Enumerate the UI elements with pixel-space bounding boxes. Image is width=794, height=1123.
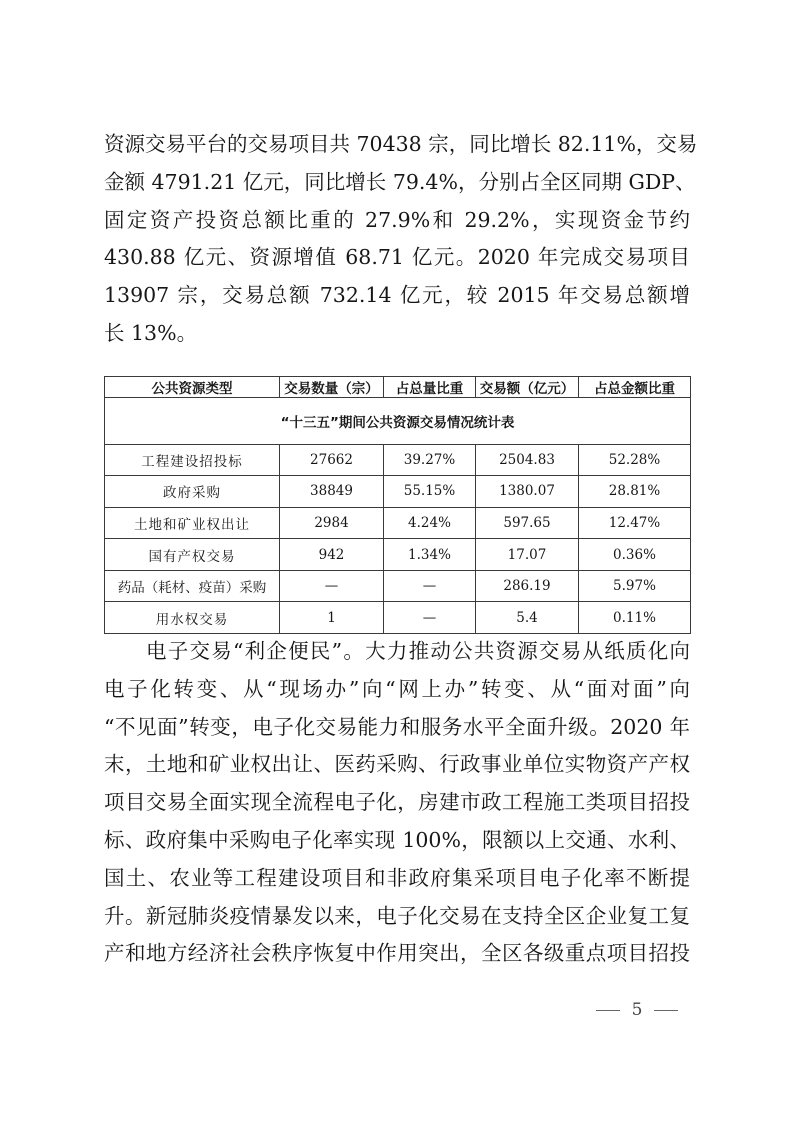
table-row bbox=[105, 476, 691, 508]
table-row bbox=[105, 570, 691, 602]
cell-type: 用水权交易 bbox=[105, 602, 280, 634]
text-line: 金额 4791.21 亿元，同比增长 79.4%，分别占全区同期 GDP、 bbox=[104, 169, 696, 194]
cell-amount: 286.19 bbox=[476, 570, 579, 602]
table-row bbox=[105, 602, 691, 634]
page-dash-right bbox=[654, 1010, 678, 1011]
cell-amount-share: 28.81% bbox=[579, 476, 691, 508]
cell-count-share: — bbox=[384, 602, 476, 634]
cell-type: 国有产权交易 bbox=[105, 539, 280, 571]
cell-count-share: 4.24% bbox=[384, 507, 476, 539]
text-line: 国土、农业等工程建设项目和非政府集采项目电子化率不断提 bbox=[104, 865, 690, 890]
text-line: 资源交易平台的交易项目共 70438 宗，同比增长 82.11%，交易 bbox=[104, 132, 698, 156]
cell-count: 942 bbox=[280, 539, 384, 571]
statistics-table bbox=[104, 376, 691, 634]
text-line: 电子化转变、从“现场办”向“网上办”转变、从“面对面”向 bbox=[104, 676, 690, 701]
cell-amount: 597.65 bbox=[476, 507, 579, 539]
table-row bbox=[105, 444, 691, 476]
cell-amount-share: 0.11% bbox=[579, 602, 691, 634]
table-row bbox=[105, 539, 691, 571]
cell-count: 38849 bbox=[280, 476, 384, 508]
cell-amount-share: 12.47% bbox=[579, 507, 691, 539]
cell-amount: 2504.83 bbox=[476, 444, 579, 476]
cell-amount: 1380.07 bbox=[476, 476, 579, 508]
text-line: 13907 宗，交易总额 732.14 亿元，较 2015 年交易总额增 bbox=[104, 283, 690, 308]
text-line: 标、政府集中采购电子化率实现 100%，限额以上交通、水利、 bbox=[104, 827, 690, 852]
cell-count: — bbox=[280, 570, 384, 602]
page-number: 5 bbox=[631, 1000, 643, 1020]
text-line: 项目交易全面实现全流程电子化，房建市政工程施工类项目招投 bbox=[104, 790, 690, 815]
text-line: 固定资产投资总额比重的 27.9%和 29.2%，实现资金节约 bbox=[104, 207, 690, 232]
cell-amount-share: 52.28% bbox=[579, 444, 691, 476]
cell-count: 1 bbox=[280, 602, 384, 634]
text-line: 430.88 亿元、资源增值 68.71 亿元。2020 年完成交易项目 bbox=[104, 245, 690, 270]
text-line: 末，土地和矿业权出让、医药采购、行政事业单位实物资产产权 bbox=[104, 752, 690, 777]
table-header-count-share: 占总量比重 bbox=[384, 377, 476, 398]
table-title: “十三五”期间公共资源交易情况统计表 bbox=[105, 398, 691, 445]
table-header-type: 公共资源类型 bbox=[105, 377, 280, 398]
cell-amount: 17.07 bbox=[476, 539, 579, 571]
text-line: 长 13%。 bbox=[104, 320, 198, 345]
page-number-footer bbox=[596, 1000, 678, 1020]
table-header-amount-share: 占总金额比重 bbox=[579, 377, 691, 398]
table-header-amount: 交易额（亿元） bbox=[476, 377, 579, 398]
cell-count-share: 1.34% bbox=[384, 539, 476, 571]
text-line: 电子交易“利企便民”。大力推动公共资源交易从纸质化向 bbox=[146, 639, 690, 663]
cell-count-share: — bbox=[384, 570, 476, 602]
paragraph-transaction-summary bbox=[104, 126, 698, 353]
text-line: “不见面”转变，电子化交易能力和服务水平全面升级。2020 年 bbox=[104, 714, 690, 739]
table-row bbox=[105, 507, 691, 539]
cell-type: 工程建设招投标 bbox=[105, 444, 280, 476]
cell-amount-share: 5.97% bbox=[579, 570, 691, 602]
paragraph-electronic-trading bbox=[104, 633, 690, 973]
table-header-count: 交易数量（宗） bbox=[280, 377, 384, 398]
text-line: 升。新冠肺炎疫情暴发以来，电子化交易在支持全区企业复工复 bbox=[104, 903, 690, 928]
cell-type: 土地和矿业权出让 bbox=[105, 507, 280, 539]
cell-amount-share: 0.36% bbox=[579, 539, 691, 571]
cell-count: 27662 bbox=[280, 444, 384, 476]
page-dash-left bbox=[596, 1010, 620, 1011]
cell-amount: 5.4 bbox=[476, 602, 579, 634]
cell-count: 2984 bbox=[280, 507, 384, 539]
cell-count-share: 55.15% bbox=[384, 476, 476, 508]
text-line: 产和地方经济社会秩序恢复中作用突出，全区各级重点项目招投 bbox=[104, 941, 690, 966]
cell-type: 政府采购 bbox=[105, 476, 280, 508]
cell-type: 药品（耗材、疫苗）采购 bbox=[105, 570, 280, 602]
cell-count-share: 39.27% bbox=[384, 444, 476, 476]
